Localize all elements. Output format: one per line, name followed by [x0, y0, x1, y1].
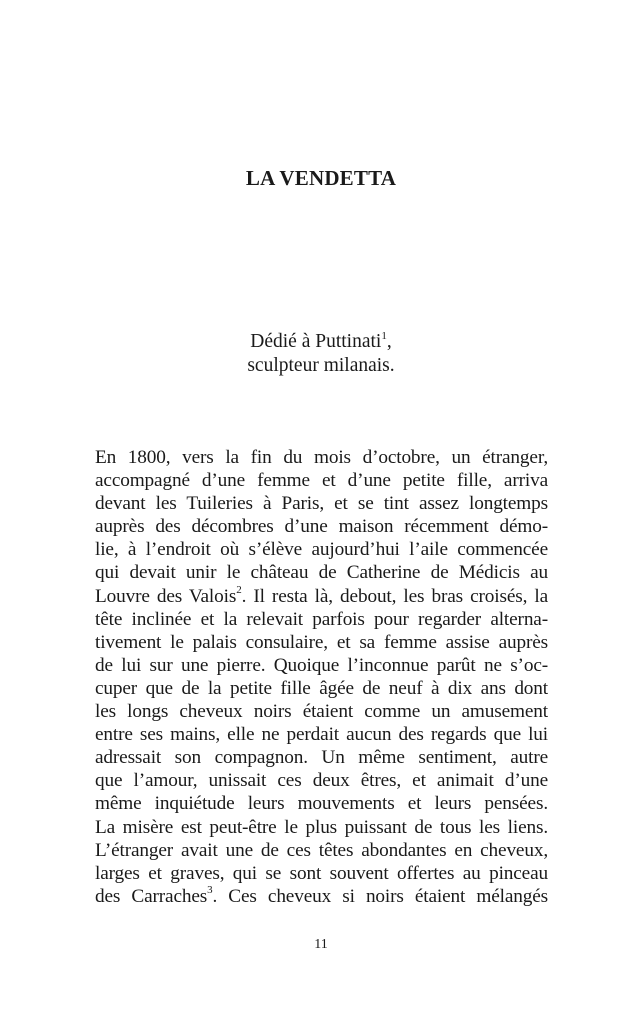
- text-line: [95, 585, 548, 608]
- text-line: tête inclinée et la relevait parfois pour regarder alterna-: [95, 608, 548, 630]
- text-line: cuper que de la petite fille âgée de neuf à dix ans dont: [95, 677, 548, 699]
- text-line: de lui sur une pierre. Quoique l’inconnue parût ne s’oc-: [95, 654, 548, 676]
- footnote-marker[interactable]: 3: [207, 884, 213, 897]
- text-line: adressait son compagnon. Un même sentiment, autre: [95, 747, 548, 769]
- text-line: lie, à l’endroit où s’élève aujourd’hui l’aile commencée: [95, 539, 548, 561]
- dedication-punctuation: ,: [386, 331, 392, 352]
- dedication: [0, 330, 642, 378]
- dedication-text: Dédié à Puttinati: [250, 331, 382, 352]
- text-line: larges et graves, qui se sont souvent offertes au pinceau: [95, 862, 548, 884]
- chapter-title: LA VENDETTA: [245, 166, 397, 190]
- footnote-marker[interactable]: 1: [381, 329, 387, 342]
- text-line: accompagné d’une femme et d’une petite fille, arriva: [95, 470, 548, 492]
- text-line: La misère est peut-être le plus puissant de tous les liens.: [95, 816, 548, 838]
- text-line: En 1800, vers la fin du mois d’octobre, un étranger,: [95, 447, 548, 468]
- footnote-marker[interactable]: 2: [236, 584, 242, 597]
- text-line: qui devait unir le château de Catherine de Médicis au: [95, 562, 548, 584]
- dedication-line-2: sculpteur milanais.: [247, 355, 395, 376]
- dedication-line-1: [0, 330, 642, 354]
- page-number: 11: [314, 937, 328, 952]
- text-line: même inquiétude leurs mouvements et leurs pensées.: [95, 793, 548, 815]
- text-line: tivement le palais consulaire, et sa femme assise auprès: [95, 631, 548, 653]
- body-paragraph: [95, 446, 548, 908]
- text-line-part: . Ces cheveux si noirs étaient mélangés: [212, 885, 548, 907]
- text-line: [95, 885, 548, 908]
- text-line: entre ses mains, elle ne perdait aucun des regards que lui: [95, 724, 548, 746]
- text-line: auprès des décombres d’une maison récemment démo-: [95, 516, 548, 538]
- text-line: L’étranger avait une de ces têtes abondantes en cheveux,: [95, 839, 548, 861]
- text-line: que l’amour, unissait ces deux êtres, et animait d’une: [95, 770, 548, 792]
- text-line: devant les Tuileries à Paris, et se tint assez longtemps: [95, 493, 548, 515]
- text-line-part: des Carraches: [95, 885, 208, 907]
- text-line-part: Louvre des Valois: [95, 585, 237, 607]
- text-line-part: . Il resta là, debout, les bras croisés, la: [241, 585, 548, 607]
- text-line: les longs cheveux noirs étaient comme un amusement: [95, 701, 548, 723]
